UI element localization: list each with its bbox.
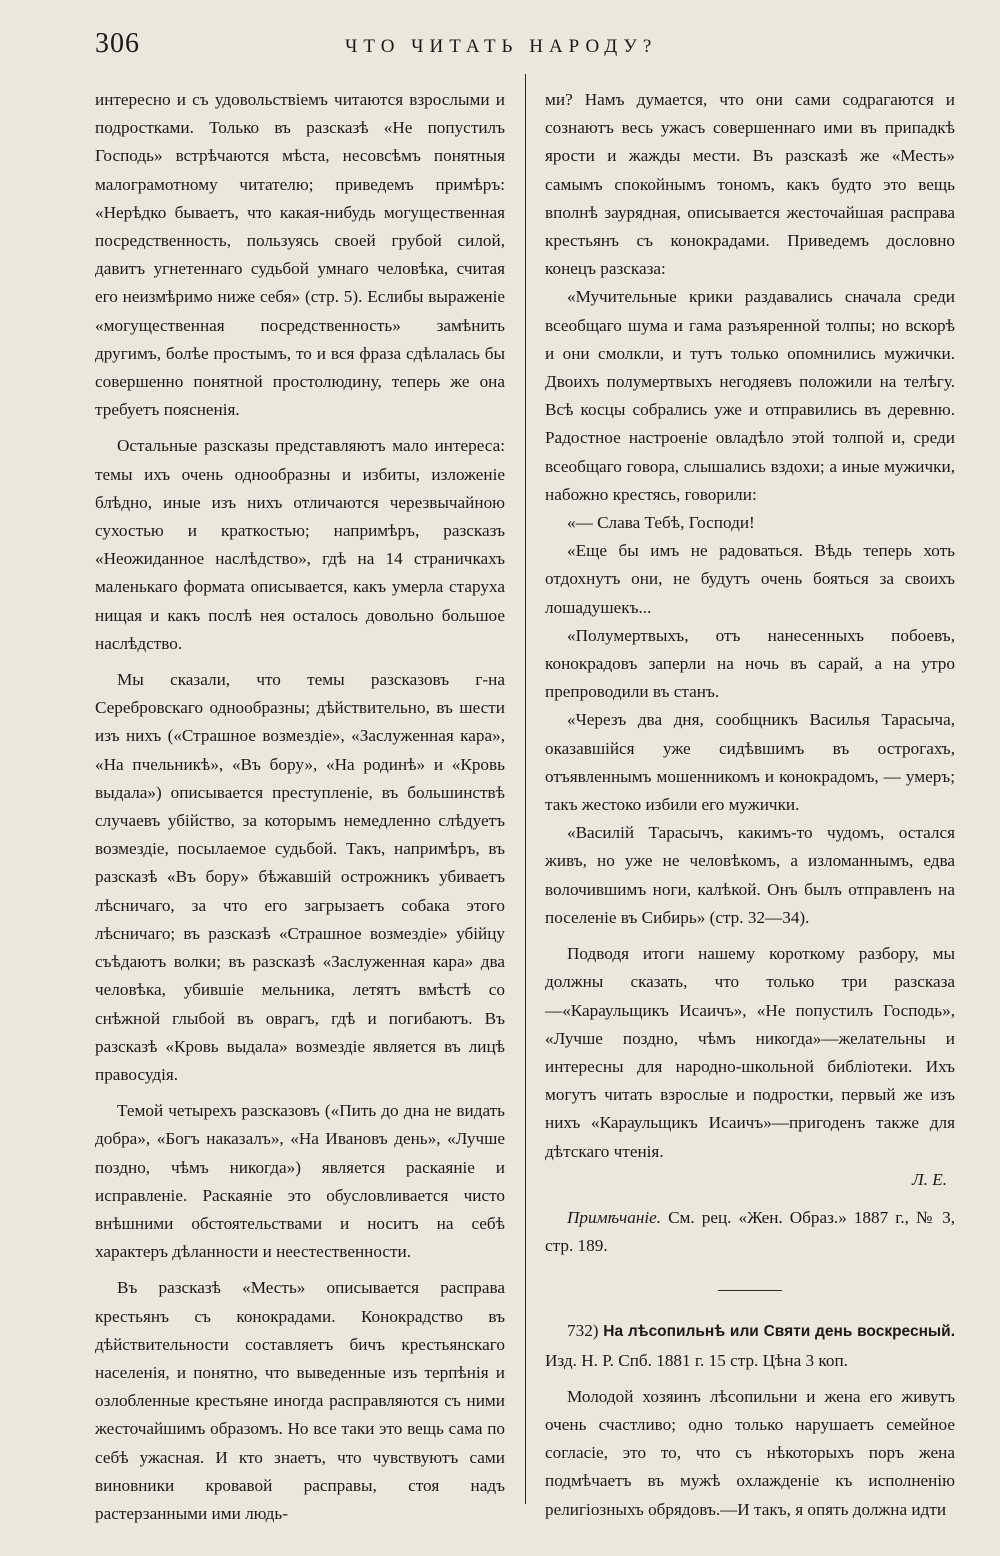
paragraph: Остальные разсказы представляютъ мало интереса: темы ихъ очень однообразны и избиты, изложенiе блѣдно, иные изъ нихъ отличаются черезвычайною сухостью и краткостью; напримѣръ, разсказъ «Неожиданное наслѣдство», гдѣ на 14 страничкахъ маленькаго формата описывается, какъ умерла старуха нищая и какъ послѣ нея осталось довольно большое наслѣдство. [95, 436, 505, 653]
summary-paragraph: Подводя итоги нашему короткому разбору, мы должны сказать, что только три разсказа—«Караульщикъ Исаичъ», «Не попустилъ Господь», «Лучше поздно, чѣмъ никогда»—желательны и интересны для народно-школьной библiотеки. Ихъ могутъ читать взрослые и подростки, первый же изъ нихъ «Караульщикъ Исаичъ»—пригоденъ также для дѣтскаго чтенiя. [545, 944, 955, 1161]
author-signature: Л. Е. [911, 1169, 947, 1189]
entry-heading [545, 1317, 955, 1374]
quote-paragraph: «Еще бы имъ не радоваться. Вѣдь теперь хоть отдохнутъ они, не будутъ очень бояться за своихъ лошадушекъ... [545, 541, 955, 617]
running-title: ЧТО ЧИТАТЬ НАРОДУ? [345, 36, 658, 57]
entry-details: Изд. Н. Р. Спб. 1881 г. 15 стр. Цѣна 3 коп. [545, 1350, 848, 1370]
quote-paragraph: «— Слава Тебѣ, Господи! [567, 513, 755, 533]
paragraph: Темой четырехъ разсказовъ («Пить до дна не видать добра», «Богъ наказалъ», «На Ивановъ день», «Лучше поздно, чѣмъ никогда») является раскаянiе и исправленiе. Раскаянiе это обусловливается чисто внѣшними обстоятельствами и носитъ на себѣ характеръ дѣланности и неестественности. [95, 1101, 505, 1262]
right-column [545, 86, 955, 1526]
paragraph: Мы сказали, что темы разсказовъ г-на Серебровскаго однообразны; дѣйствительно, въ шести изъ нихъ («Страшное возмездiе», «Заслуженная кара», «На пчельникѣ», «Въ бору», «На родинѣ» и «Кровь выдала») описывается преступленiе, въ большинствѣ случаевъ убiйство, за которымъ немедленно слѣдуетъ возмездiе, посылаемое судьбой. Такъ, напримѣръ, въ разсказѣ «Въ бору» бѣжавшiй острожникъ убиваетъ лѣсничаго, за что его загрызаетъ собака этого лѣсничаго; въ разсказѣ «Страшное возмездiе» убiйцу съѣдаютъ волки; въ разсказѣ «Заслуженная кара» два человѣка, убившiе мельника, летятъ вмѣстѣ со снѣжной глыбой въ оврагъ, гдѣ и погибаютъ. Въ разсказѣ «Кровь выдала» возмездiе является въ лицѣ правосудiя. [95, 670, 505, 1084]
text-columns [95, 86, 955, 1526]
entry-number: 732) [567, 1321, 599, 1341]
paragraph: Въ разсказѣ «Месть» описывается расправа крестьянъ съ конокрадами. Конокрадство въ дѣйствительности составляетъ бичъ крестьянскаго населенiя, и понятно, что выведенные изъ терпѣнiя и озлобленные крестьяне иногда расправляются съ ними жесточайшимъ образомъ. Но все таки это вещь сама по себѣ ужасная. И кто знаетъ, что чувствуютъ сами виновники кровавой расправы, стоя надъ растерзанными ими людь- [95, 1278, 505, 1523]
page-header [95, 28, 955, 68]
page-number: 306 [95, 28, 140, 59]
entry-title: На лѣсопильнѣ или Святи день воскресный. [603, 1323, 955, 1341]
column-divider [525, 74, 526, 1504]
paragraph: ми? Намъ думается, что они сами содрагаются и сознаютъ весь ужасъ совершеннаго ими въ припадкѣ ярости и жажды мести. Въ разсказѣ же «Месть» самымъ спокойнымъ тономъ, какъ будто это вещь вполнѣ заурядная, описывается жесточайшая расправа крестьянъ съ конокрадами. Приведемъ дословно конецъ разсказа: [545, 90, 955, 279]
left-column [95, 86, 505, 1526]
entry-text: Молодой хозяинъ лѣсопильни и жена его живутъ очень счастливо; одно только нарушаетъ семейное согласiе, это то, что съ нѣкоторыхъ поръ жена подмѣчаетъ въ мужѣ охлажденiе къ исполненiю религiозныхъ обрядовъ.—И такъ, я опять должна идти [545, 1386, 955, 1519]
footnote [545, 1204, 955, 1260]
quote-paragraph: «Черезъ два дня, сообщникъ Василья Тарасыча, оказавшiйся уже сидѣвшимъ въ острогахъ, отъявленнымъ мошенникомъ и конокрадомъ, — умеръ; такъ жестоко избили его мужички. [545, 710, 955, 815]
section-rule [718, 1290, 782, 1291]
quote-paragraph: «Василiй Тарасычъ, какимъ-то чудомъ, остался живъ, но уже не человѣкомъ, а изломаннымъ, едва волочившимъ ноги, калѣкой. Онъ былъ отправленъ на поселенiе въ Сибирь» (стр. 32—34). [545, 823, 955, 927]
footnote-text: См. рец. «Жен. Образ.» 1887 г., № 3, стр. 189. [545, 1207, 955, 1256]
paragraph: интересно и съ удовольствiемъ читаются взрослыми и подростками. Только въ разсказѣ «Не попустилъ Господь» встрѣчаются мѣста, несовсѣмъ понятныя малограмотному читателю; приведемъ примѣръ: «Нерѣдко бываетъ, что какая-нибудь могущественная посредственность, пользуясь своей грубой силой, давитъ угнетеннаго судьбой умнаго человѣка, считая его неизмѣримо ниже себя» (стр. 5). Еслибы выраженiе «могущественная посредственность» замѣнить другимъ, болѣе простымъ, то и вся фраза сдѣлалась бы совершенно понятной простолюдину, теперь же она требуетъ поясненiя. [95, 90, 505, 420]
quote-paragraph: «Полумертвыхъ, отъ нанесенныхъ побоевъ, конокрадовъ заперли на ночь въ сарай, а на утро препроводили въ станъ. [545, 625, 955, 702]
quote-paragraph: «Мучительные крики раздавались сначала среди всеобщаго шума и гама разъяренной толпы; но вскорѣ и они смолкли, и тутъ только опомнились мужички. Двоихъ полумертвыхъ негодяевъ положили на телѣгу. Всѣ косцы собрались уже и отправились въ деревню. Радостное настроенiе овладѣло этой толпой и, среди всеобщаго говора, слышались вздохи; а иные мужички, набожно крестясь, говорили: [545, 287, 955, 504]
footnote-label: Примѣчанiе. [567, 1207, 662, 1227]
